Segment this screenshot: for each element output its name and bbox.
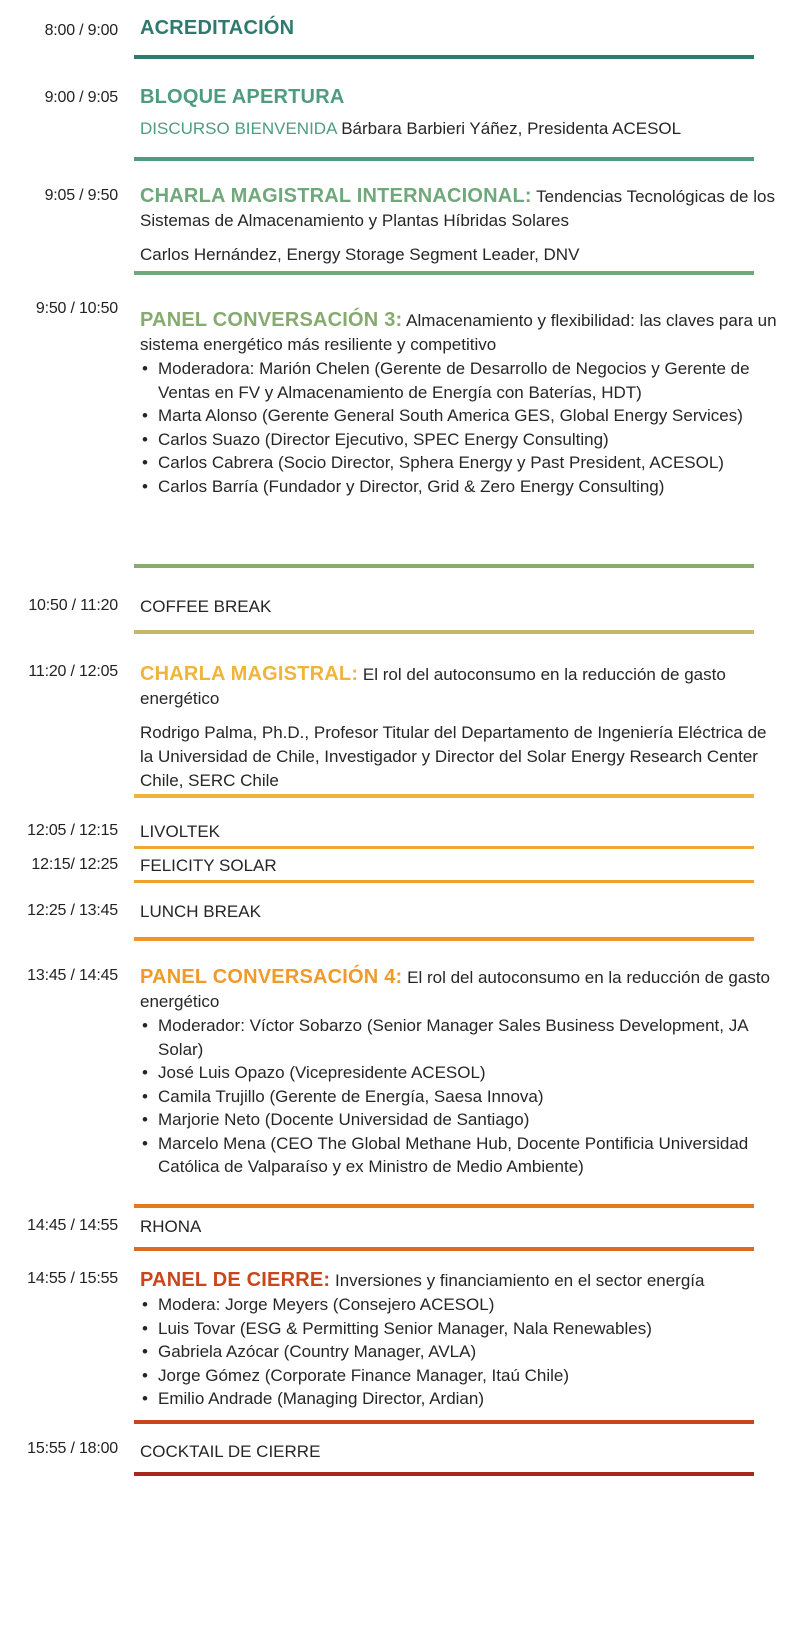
time-slot: 15:55 / 18:00 bbox=[27, 1440, 118, 1457]
panelist-list bbox=[140, 1293, 780, 1411]
divider-line bbox=[134, 630, 754, 634]
time-slot: 12:05 / 12:15 bbox=[27, 822, 118, 839]
divider-line bbox=[134, 937, 754, 941]
time-slot: 14:55 / 15:55 bbox=[27, 1270, 118, 1287]
session-title: LUNCH BREAK bbox=[140, 902, 261, 921]
time-slot: 9:00 / 9:05 bbox=[44, 89, 118, 106]
session-title: PANEL DE CIERRE: bbox=[140, 1269, 331, 1291]
divider-line bbox=[134, 1472, 754, 1476]
session-topic: Tendencias Tecnológicas de los Sistemas de Almacenamiento y Plantas Híbridas Solares bbox=[140, 187, 775, 230]
divider-line bbox=[134, 1247, 754, 1251]
list-item: • Emilio Andrade (Managing Director, Ardian) bbox=[140, 1387, 780, 1411]
list-item: • Moderador: Víctor Sobarzo (Senior Manager Sales Business Development, JA Solar) bbox=[140, 1014, 780, 1061]
divider-line bbox=[134, 271, 754, 275]
time-slot: 12:15/ 12:25 bbox=[31, 856, 118, 873]
divider-line bbox=[134, 1204, 754, 1208]
list-item: • Carlos Cabrera (Socio Director, Sphera Energy y Past President, ACESOL) bbox=[140, 451, 780, 475]
time-slot: 10:50 / 11:20 bbox=[28, 597, 118, 614]
session-title: ACREDITACIÓN bbox=[140, 17, 295, 39]
divider-line bbox=[134, 880, 754, 883]
divider-line bbox=[134, 1420, 754, 1424]
time-slot: 8:00 / 9:00 bbox=[44, 22, 118, 39]
session-title: BLOQUE APERTURA bbox=[140, 86, 345, 108]
list-item: • Marcelo Mena (CEO The Global Methane Hub, Docente Pontificia Universidad Católica de Valparaíso y ex Ministro de Medio Ambiente) bbox=[140, 1132, 780, 1179]
session-title: PANEL CONVERSACIÓN 4: bbox=[140, 966, 403, 988]
session-title: CHARLA MAGISTRAL INTERNACIONAL: bbox=[140, 185, 532, 207]
time-slot: 13:45 / 14:45 bbox=[27, 967, 118, 984]
speech-label: DISCURSO BIENVENIDA bbox=[140, 119, 337, 138]
list-item: • Luis Tovar (ESG & Permitting Senior Manager, Nala Renewables) bbox=[140, 1317, 780, 1341]
divider-line bbox=[134, 846, 754, 849]
session-title: PANEL CONVERSACIÓN 3: bbox=[140, 309, 403, 331]
session-title: COCKTAIL DE CIERRE bbox=[140, 1442, 321, 1461]
time-slot: 11:20 / 12:05 bbox=[28, 663, 118, 680]
list-item: • Marta Alonso (Gerente General South America GES, Global Energy Services) bbox=[140, 404, 780, 428]
list-item: • Marjorie Neto (Docente Universidad de Santiago) bbox=[140, 1108, 780, 1132]
time-slot: 9:05 / 9:50 bbox=[44, 187, 118, 204]
speaker-info: Carlos Hernández, Energy Storage Segment Leader, DNV bbox=[140, 245, 580, 264]
panelist-list bbox=[140, 1014, 780, 1179]
list-item: • Jorge Gómez (Corporate Finance Manager, Itaú Chile) bbox=[140, 1364, 780, 1388]
panelist-list bbox=[140, 357, 780, 498]
session-title: COFFEE BREAK bbox=[140, 597, 272, 616]
session-title: FELICITY SOLAR bbox=[140, 856, 277, 875]
speaker-info: Rodrigo Palma, Ph.D., Profesor Titular del Departamento de Ingeniería Eléctrica de la Universidad de Chile, Investigador y Director del Solar Energy Research Center Chile, SERC Chile bbox=[140, 723, 767, 790]
list-item: • Carlos Barría (Fundador y Director, Grid & Zero Energy Consulting) bbox=[140, 475, 780, 499]
session-topic: El rol del autoconsumo en la reducción de gasto energético bbox=[140, 665, 726, 708]
session-title: RHONA bbox=[140, 1217, 202, 1236]
list-item: • Moderadora: Marión Chelen (Gerente de Desarrollo de Negocios y Gerente de Ventas en FV y Almacenamiento de Energía con Baterías, HDT) bbox=[140, 357, 780, 404]
time-slot: 12:25 / 13:45 bbox=[27, 902, 118, 919]
divider-line bbox=[134, 157, 754, 161]
session-topic: Almacenamiento y flexibilidad: las claves para un sistema energético más resiliente y competitivo bbox=[140, 311, 777, 354]
divider-line bbox=[134, 55, 754, 59]
list-item: • Carlos Suazo (Director Ejecutivo, SPEC Energy Consulting) bbox=[140, 428, 780, 452]
time-slot: 14:45 / 14:55 bbox=[27, 1217, 118, 1234]
list-item: • Gabriela Azócar (Country Manager, AVLA) bbox=[140, 1340, 780, 1364]
divider-line bbox=[134, 794, 754, 798]
session-title: CHARLA MAGISTRAL: bbox=[140, 663, 359, 685]
session-topic: El rol del autoconsumo en la reducción de gasto energético bbox=[140, 968, 771, 1011]
speaker-name: Bárbara Barbieri Yáñez, Presidenta ACESOL bbox=[336, 119, 682, 138]
divider-line bbox=[134, 564, 754, 568]
time-slot: 9:50 / 10:50 bbox=[35, 300, 118, 317]
list-item: • Camila Trujillo (Gerente de Energía, Saesa Innova) bbox=[140, 1085, 780, 1109]
session-title: LIVOLTEK bbox=[140, 822, 220, 841]
session-topic: Inversiones y financiamiento en el sector energía bbox=[330, 1271, 705, 1290]
list-item: • José Luis Opazo (Vicepresidente ACESOL) bbox=[140, 1061, 780, 1085]
list-item: • Modera: Jorge Meyers (Consejero ACESOL) bbox=[140, 1293, 780, 1317]
